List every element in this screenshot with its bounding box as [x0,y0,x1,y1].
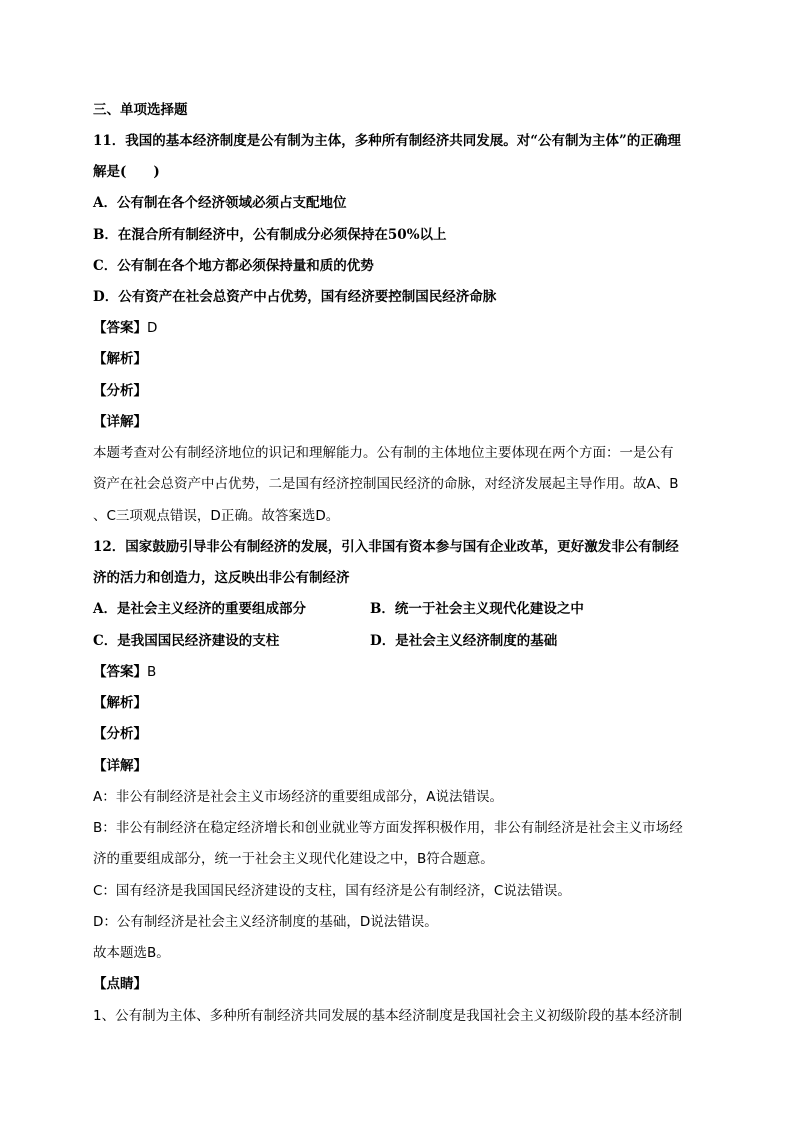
q12-detail-line-6: 故本题选B。 [93,945,170,961]
q12-jiexi-tag: 【解析】 [93,695,147,711]
q12-detail-line-4: C：国有经济是我国国民经济建设的支柱，国有经济是公有制经济，C说法错误。 [93,883,571,899]
q12-fenxi-tag: 【分析】 [93,726,147,742]
q11-xiangjie-tag: 【详解】 [93,414,147,430]
q11-option-c: C．公有制在各个地方都必须保持量和质的优势 [93,258,374,274]
q11-option-b: B．在混合所有制经济中，公有制成分必须保持在50%以上 [93,227,447,243]
q11-detail-line-1: 本题考查对公有制经济地位的识记和理解能力。公有制的主体地位主要体现在两个方面：一是公有 [93,445,674,461]
q12-detail-line-1: A：非公有制经济是社会主义市场经济的重要组成部分，A说法错误。 [93,789,503,805]
q12-option-c: C．是我国国民经济建设的支柱 [93,633,280,649]
q11-jiexi-tag: 【解析】 [93,351,147,367]
q12-option-a: A．是社会主义经济的重要组成部分 [93,601,306,617]
q12-detail-line-3: 济的重要组成部分，统一于社会主义现代化建设之中，B符合题意。 [93,851,494,867]
q11-detail-line-2: 资产在社会总资产中占优势，二是国有经济控制国民经济的命脉，对经济发展起主导作用。故A、B [93,476,679,492]
q11-stem-line-2: 解是( ) [93,164,160,180]
q12-stem-line-2: 济的活力和创造力，这反映出非公有制经济 [93,570,350,586]
q12-answer [93,663,156,681]
q12-detail-line-5: D：公有制经济是社会主义经济制度的基础，D说法错误。 [93,914,438,930]
answer-tag: 【答案】 [93,320,147,336]
q11-fenxi-tag: 【分析】 [93,383,147,399]
section-title: 三、单项选择题 [93,102,188,118]
q11-option-a: A．公有制在各个经济领域必须占支配地位 [93,195,347,211]
q12-dianjing-line: 1、公有制为主体、多种所有制经济共同发展的基本经济制度是我国社会主义初级阶段的基本经济制 [93,1008,683,1024]
q11-stem-line-1: 11．我国的基本经济制度是公有制为主体，多种所有制经济共同发展。对“公有制为主体”的正确理 [93,133,681,149]
answer-value: B [147,664,157,680]
q12-dianjing-tag: 【点睛】 [93,976,147,992]
q12-stem-line-1: 12．国家鼓励引导非公有制经济的发展，引入非国有资本参与国有企业改革，更好激发非公有制经 [93,539,679,555]
answer-tag: 【答案】 [93,664,147,680]
q12-xiangjie-tag: 【详解】 [93,758,147,774]
q11-option-d: D．公有资产在社会总资产中占优势，国有经济要控制国民经济命脉 [93,289,497,305]
q12-option-d: D．是社会主义经济制度的基础 [370,633,558,649]
q11-detail-line-3: 、C三项观点错误，D正确。故答案选D。 [93,508,340,524]
q12-detail-line-2: B：非公有制经济在稳定经济增长和创业就业等方面发挥积极作用，非公有制经济是社会主义市场经 [93,820,683,836]
q12-option-b: B．统一于社会主义现代化建设之中 [370,601,584,617]
q11-answer [93,319,157,337]
answer-value: D [147,320,158,336]
